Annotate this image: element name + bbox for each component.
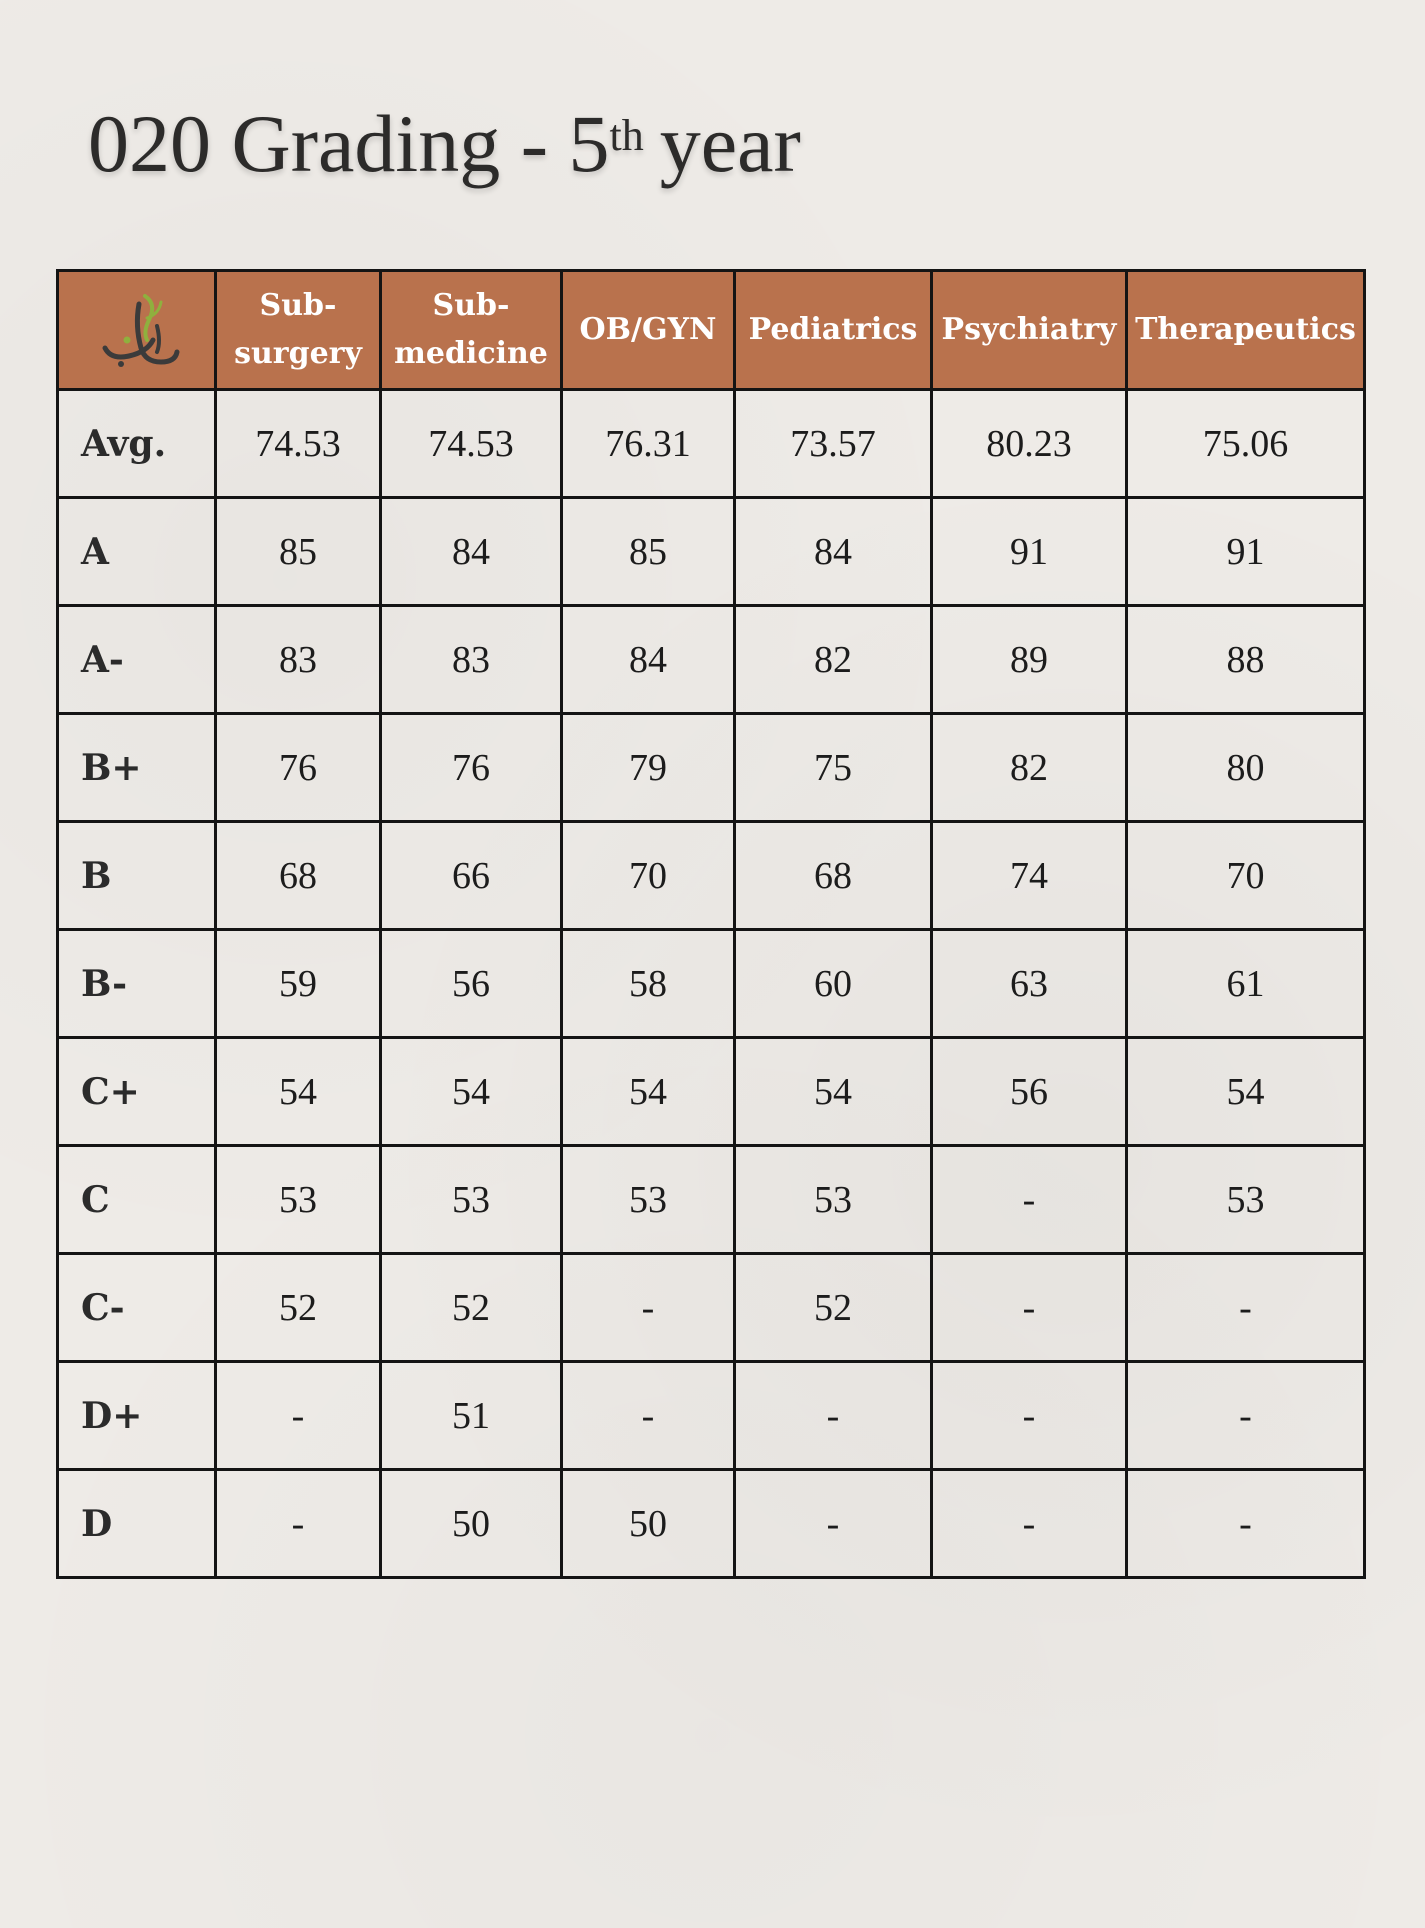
table-cell: 85 [216,498,381,606]
table-header-row [58,271,1365,390]
table-row [58,498,1365,606]
table-cell: 83 [216,606,381,714]
table-cell: 56 [932,1038,1127,1146]
table-cell: 76 [381,714,562,822]
grade-label: A- [58,606,216,714]
table-cell: - [1127,1470,1365,1578]
grade-label: B [58,822,216,930]
table-cell: - [932,1254,1127,1362]
logo-cell [58,271,216,390]
table-cell: 54 [381,1038,562,1146]
table-cell: - [1127,1362,1365,1470]
table-cell: 83 [381,606,562,714]
column-header-therapeutics [1127,271,1365,390]
table-cell: 66 [381,822,562,930]
table-cell: 54 [735,1038,932,1146]
table-cell: 59 [216,930,381,1038]
table-cell: 54 [562,1038,735,1146]
table-cell: 60 [735,930,932,1038]
column-header-sub-surgery [216,271,381,390]
title-superscript: th [609,111,644,160]
table-cell: 74.53 [216,390,381,498]
table-cell: 91 [1127,498,1365,606]
table-cell: 88 [1127,606,1365,714]
table-cell: 54 [1127,1038,1365,1146]
grade-label: C+ [58,1038,216,1146]
table-cell: 56 [381,930,562,1038]
table-row [58,930,1365,1038]
table-cell: 53 [735,1146,932,1254]
column-header-psychiatry [932,271,1127,390]
title-suffix: year [659,98,801,189]
table-row [58,1362,1365,1470]
table-body [58,390,1365,1578]
table-row [58,822,1365,930]
table-cell: - [735,1470,932,1578]
table-cell: 73.57 [735,390,932,498]
table-cell: 76 [216,714,381,822]
table-cell: 58 [562,930,735,1038]
table-cell: 85 [562,498,735,606]
column-header-label: OB/GYN [579,312,717,347]
table-cell: 74.53 [381,390,562,498]
table-cell: 68 [735,822,932,930]
table-cell: 53 [1127,1146,1365,1254]
table-cell: 53 [562,1146,735,1254]
table-cell: 80 [1127,714,1365,822]
calligraphy-logo-icon [91,290,183,370]
grading-table [56,269,1366,1579]
grade-label: Avg. [58,390,216,498]
grade-label: C [58,1146,216,1254]
column-header-label: Psychiatry [941,312,1117,347]
table-cell: 68 [216,822,381,930]
table-cell: 80.23 [932,390,1127,498]
grade-label: D [58,1470,216,1578]
table-cell: 76.31 [562,390,735,498]
table-cell: 51 [381,1362,562,1470]
table-cell: - [735,1362,932,1470]
table-cell: - [932,1470,1127,1578]
table-cell: 53 [216,1146,381,1254]
table-cell: 63 [932,930,1127,1038]
column-header-label: Pediatrics [748,312,918,347]
column-header-pediatrics [735,271,932,390]
table-row [58,1146,1365,1254]
title-prefix: 020 Grading - 5 [88,98,610,189]
table-row [58,1254,1365,1362]
table-cell: 53 [381,1146,562,1254]
table-cell: 52 [216,1254,381,1362]
table-cell: 50 [562,1470,735,1578]
table-cell: 54 [216,1038,381,1146]
table-cell: 89 [932,606,1127,714]
table-cell: 74 [932,822,1127,930]
column-header-ob-gyn [562,271,735,390]
table-cell: 79 [562,714,735,822]
grade-label: A [58,498,216,606]
table-cell: 84 [562,606,735,714]
table-cell: 75 [735,714,932,822]
column-header-label: Sub- surgery [234,288,362,371]
table-cell: - [1127,1254,1365,1362]
table-row [58,1038,1365,1146]
table-row [58,606,1365,714]
table-row [58,390,1365,498]
page-title [88,96,801,192]
grade-label: C- [58,1254,216,1362]
table-cell: - [216,1362,381,1470]
column-header-sub-medicine [381,271,562,390]
table-cell: 61 [1127,930,1365,1038]
table-cell: 75.06 [1127,390,1365,498]
column-header-label: Therapeutics [1135,312,1356,347]
table-cell: 91 [932,498,1127,606]
table-cell: 82 [735,606,932,714]
table-cell: - [932,1146,1127,1254]
table-cell: 84 [381,498,562,606]
table-cell: - [562,1362,735,1470]
table-cell: 52 [735,1254,932,1362]
table-cell: 52 [381,1254,562,1362]
table-cell: 82 [932,714,1127,822]
table-cell: 50 [381,1470,562,1578]
table-cell: - [216,1470,381,1578]
table-cell: 70 [1127,822,1365,930]
table-cell: 70 [562,822,735,930]
table-row [58,1470,1365,1578]
table-cell: - [932,1362,1127,1470]
table-cell: - [562,1254,735,1362]
grade-label: B+ [58,714,216,822]
grade-label: B- [58,930,216,1038]
table-row [58,714,1365,822]
grade-label: D+ [58,1362,216,1470]
table-cell: 84 [735,498,932,606]
column-header-label: Sub- medicine [394,288,548,371]
